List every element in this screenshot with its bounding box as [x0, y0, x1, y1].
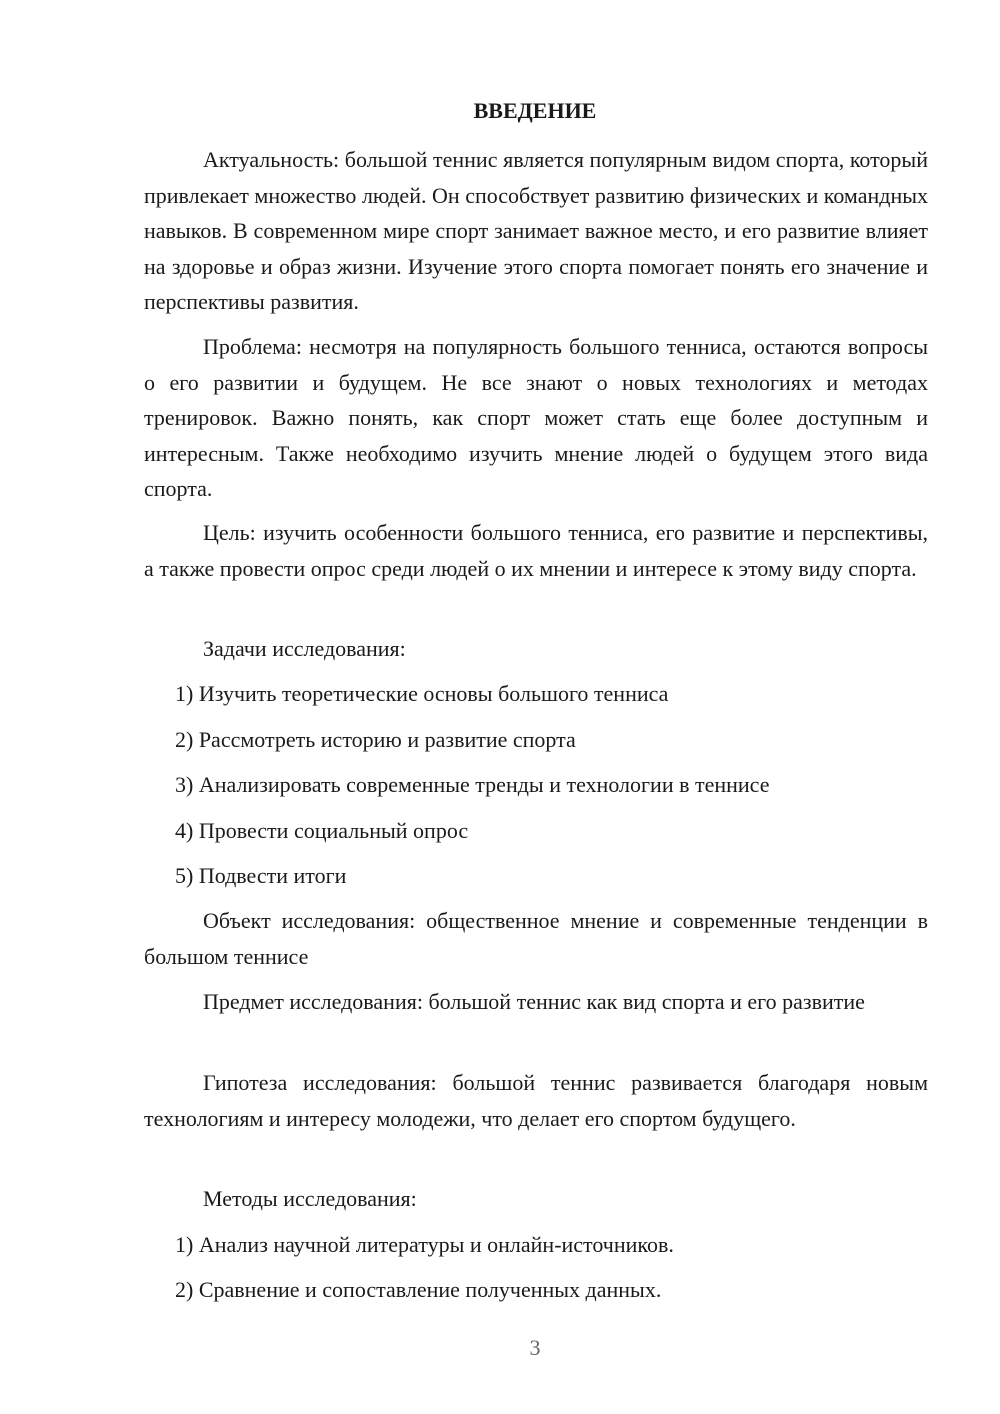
object-paragraph: Объект исследования: общественное мнение и современные тенденции в большом теннисе [144, 908, 928, 969]
method-item-2: 2) Сравнение и сопоставление полученных данных. [175, 1277, 662, 1302]
hypothesis-paragraph: Гипотеза исследования: большой теннис развивается благодаря новым технологиям и интересу молодежи, что делает его спортом будущего. [144, 1070, 928, 1131]
task-item-1: 1) Изучить теоретические основы большого тенниса [175, 681, 669, 706]
goal-paragraph: Цель: изучить особенности большого тенниса, его развитие и перспективы, а также провести опрос среди людей о их мнении и интересе к этому виду спорта. [144, 520, 928, 581]
relevance-paragraph: Актуальность: большой теннис является популярным видом спорта, который привлекает множество людей. Он способствует развитию физических и командных навыков. В современном мире спорт занимает важное место, и его развитие влияет на здоровье и образ жизни. Изучение этого спорта помогает понять его значение и перспективы развития. [144, 147, 928, 314]
method-item-1: 1) Анализ научной литературы и онлайн-источников. [175, 1232, 674, 1257]
problem-paragraph: Проблема: несмотря на популярность большого тенниса, остаются вопросы о его развитии и будущем. Не все знают о новых технологиях и методах тренировок. Важно понять, как спорт может стать еще более доступным и интересным. Также необходимо изучить мнение людей о будущем этого вида спорта. [144, 334, 928, 501]
page-number: 3 [529, 1335, 541, 1360]
tasks-title: Задачи исследования: [203, 636, 406, 661]
page-heading: ВВЕДЕНИЕ [473, 98, 597, 123]
task-item-3: 3) Анализировать современные тренды и технологии в теннисе [175, 772, 770, 797]
task-item-2: 2) Рассмотреть историю и развитие спорта [175, 727, 576, 752]
subject-paragraph: Предмет исследования: большой теннис как вид спорта и его развитие [203, 989, 865, 1014]
methods-title: Методы исследования: [203, 1186, 417, 1211]
task-item-4: 4) Провести социальный опрос [175, 818, 469, 843]
task-item-5: 5) Подвести итоги [175, 863, 347, 888]
